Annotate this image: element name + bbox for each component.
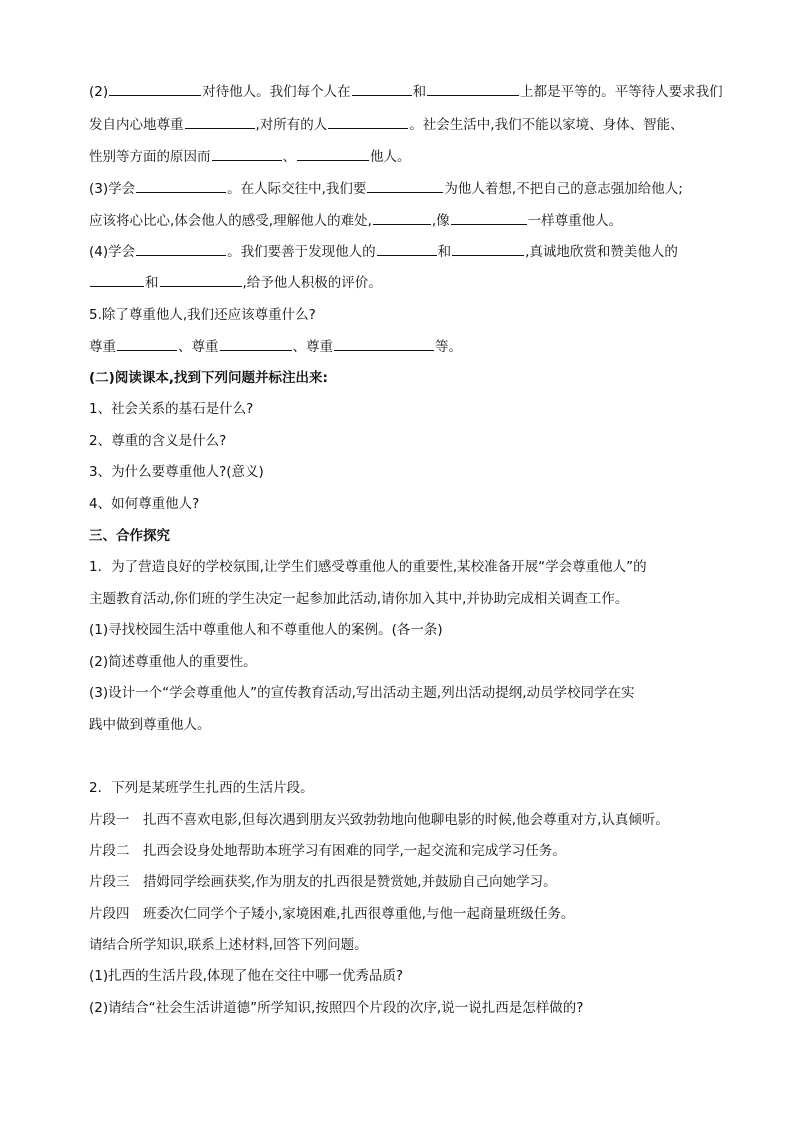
fill-blank[interactable] (109, 82, 201, 96)
text-segment: 等。 (435, 339, 462, 355)
reading-question: 3、为什么要尊重他人?(意义) (89, 464, 264, 480)
fill-blank[interactable] (212, 147, 282, 161)
text-segment: 为他人着想,不把自己的意志强加给他人; (444, 181, 683, 197)
fill-blank[interactable] (377, 242, 437, 256)
fill-blank[interactable] (136, 179, 226, 193)
q2-subquestion-2: (2)请结合“社会生活讲道德”所学知识,按照四个片段的次序,说一说扎西是怎样做的? (89, 1000, 584, 1016)
item4-line2 (89, 273, 382, 293)
q2-fragment: 片段三 措姆同学绘画获奖,作为朋友的扎西很是赞赏她,并鼓励自己向她学习。 (89, 874, 557, 890)
fill-blank[interactable] (451, 211, 527, 225)
item4-number: (4)学会 (89, 244, 136, 260)
q1-subquestion-3-line1: (3)设计一个“学会尊重他人”的宣传教育活动,写出活动主题,列出活动提纲,动员学校同学在实 (89, 685, 635, 701)
text-segment: 。我们要善于发现他人的 (227, 244, 376, 260)
item3-line2 (89, 211, 622, 231)
text-segment: ,像 (431, 213, 450, 229)
item2-line3 (89, 147, 411, 167)
q2-fragment: 片段二 扎西会设身处地帮助本班学习有困难的同学,一起交流和完成学习任务。 (89, 843, 566, 859)
fill-blank[interactable] (427, 82, 519, 96)
q2-fragment: 片段四 班委次仁同学个子矮小,家境困难,扎西很尊重他,与他一起商量班级任务。 (89, 906, 575, 922)
text-segment: 他人。 (370, 149, 411, 165)
fill-blank[interactable] (220, 337, 292, 351)
text-segment: 尊重 (89, 339, 116, 355)
text-segment: 上都是平等的。平等待人要求我们 (520, 84, 723, 100)
text-segment: ,给予他人积极的评价。 (242, 275, 382, 291)
fill-blank[interactable] (90, 273, 144, 287)
q2-subquestion-1: (1)扎西的生活片段,体现了他在交往中哪一优秀品质? (89, 968, 404, 984)
q1-intro-line1: 1．为了营造良好的学校氛围,让学生们感受尊重他人的重要性,某校准备开展“学会尊重他人”的 (89, 559, 647, 575)
fill-blank[interactable] (136, 242, 226, 256)
text-segment: 。社会生活中,我们不能以家境、身体、智能、 (409, 117, 684, 133)
q2-instruction: 请结合所学知识,联系上述材料,回答下列问题。 (89, 937, 368, 953)
q1-subquestion-1: (1)寻找校园生活中尊重他人和不尊重他人的案例。(各一条) (89, 622, 443, 638)
text-segment: 、尊重 (292, 339, 333, 355)
reading-question: 4、如何尊重他人? (89, 496, 200, 512)
fill-blank[interactable] (185, 115, 255, 129)
item4-line1 (89, 242, 678, 262)
item2-number: (2) (89, 84, 109, 100)
q1-subquestion-3-line2: 践中做到尊重他人。 (89, 717, 211, 733)
text-segment: 和 (145, 275, 159, 291)
fill-blank[interactable] (373, 211, 431, 225)
reading-question: 2、尊重的含义是什么? (89, 433, 227, 449)
text-segment: 对待他人。我们每个人在 (202, 84, 351, 100)
cooperation-section-heading: 三、合作探究 (89, 528, 170, 544)
reading-question: 1、社会关系的基石是什么? (89, 401, 254, 417)
text-segment: 发自内心地尊重 (89, 117, 184, 133)
text-segment: 、尊重 (178, 339, 219, 355)
item3-line1 (89, 179, 683, 199)
text-segment: ,对所有的人 (255, 117, 328, 133)
question-5-answer-line (89, 337, 462, 357)
fill-blank[interactable] (117, 337, 177, 351)
text-segment: 性别等方面的原因而 (89, 149, 211, 165)
text-segment: 一样尊重他人。 (527, 213, 623, 229)
q2-intro: 2．下列是某班学生扎西的生活片段。 (89, 780, 314, 796)
fill-blank[interactable] (328, 115, 408, 129)
text-segment: 应该将心比心,体会他人的感受,理解他人的难处, (89, 213, 372, 229)
item2-line2 (89, 115, 684, 135)
fill-blank[interactable] (452, 242, 524, 256)
text-segment: 、 (282, 149, 296, 165)
fill-blank[interactable] (352, 82, 412, 96)
q1-subquestion-2: (2)简述尊重他人的重要性。 (89, 654, 257, 670)
item3-number: (3)学会 (89, 181, 136, 197)
fill-blank[interactable] (367, 179, 443, 193)
text-segment: ,真诚地欣赏和赞美他人的 (525, 244, 678, 260)
q1-intro-line2: 主题教育活动,你们班的学生决定一起参加此活动,请你加入其中,并协助完成相关调查工作。 (89, 591, 629, 607)
fill-blank[interactable] (297, 147, 369, 161)
text-segment: 和 (412, 84, 427, 100)
fill-blank[interactable] (160, 273, 242, 287)
item2-line1 (89, 82, 723, 102)
question-5: 5.除了尊重他人,我们还应该尊重什么? (89, 307, 316, 323)
text-segment: 。在人际交往中,我们要 (227, 181, 367, 197)
fill-blank[interactable] (334, 337, 434, 351)
text-segment: 和 (437, 244, 452, 260)
reading-section-heading: (二)阅读课本,找到下列问题并标注出来: (89, 370, 328, 386)
q2-fragment: 片段一 扎西不喜欢电影,但每次遇到朋友兴致勃勃地向他聊电影的时候,他会尊重对方,认真倾听。 (89, 812, 669, 828)
